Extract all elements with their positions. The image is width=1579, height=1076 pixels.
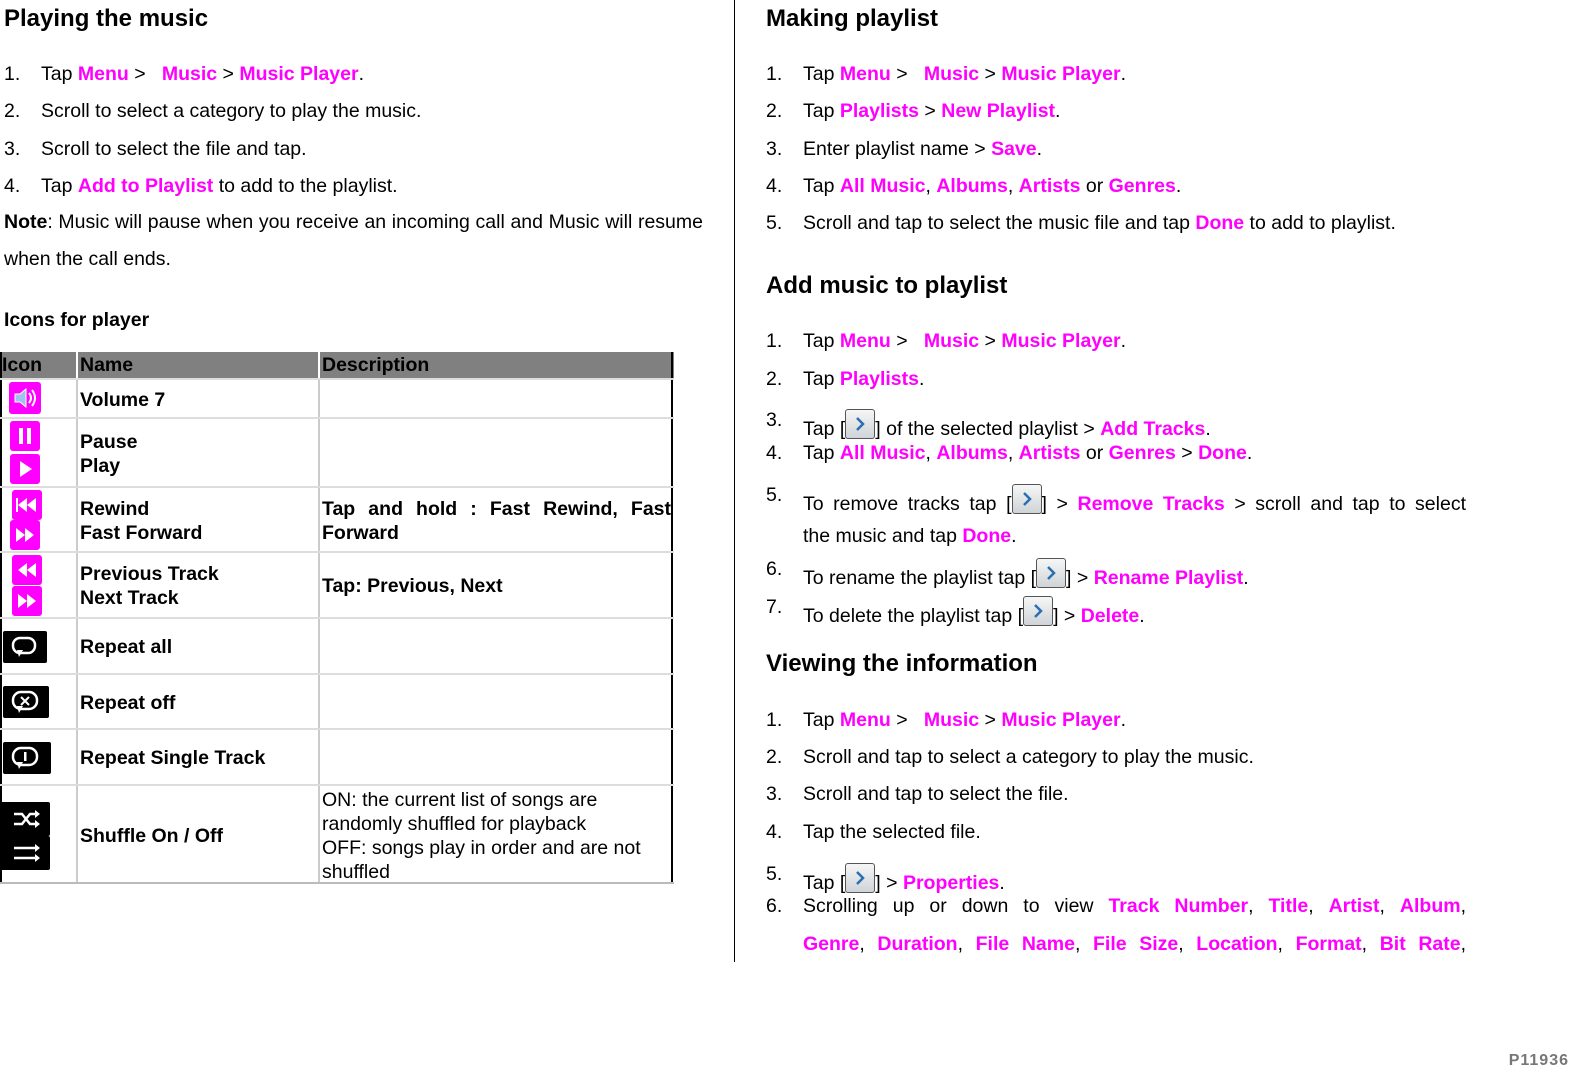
playing-music-title: Playing the music <box>4 5 209 32</box>
icons-heading: Icons for player <box>4 309 150 331</box>
shuffle-on-icon <box>0 802 50 836</box>
table-vline <box>76 378 78 884</box>
header-name: Name <box>78 352 318 378</box>
next-track-icon <box>12 586 42 616</box>
row-name: Rewind Fast Forward <box>80 498 203 544</box>
options-button-icon[interactable] <box>845 863 875 893</box>
pause-icon <box>10 421 40 451</box>
shuffle-off-icon <box>0 836 50 870</box>
viewing-info-title: Viewing the information <box>766 650 1038 677</box>
making-playlist-title: Making playlist <box>766 5 939 32</box>
row-description: ON: the current list of songs are randomly shuffled for playback OFF: songs play in order and are not shuffled <box>322 789 641 883</box>
repeat-off-icon <box>3 686 49 718</box>
add-music-title: Add music to playlist <box>766 272 1008 299</box>
row-name: Shuffle On / Off <box>80 825 223 847</box>
row-description: Tap and hold : Fast Rewind, Fast Forward <box>322 498 671 544</box>
table-vline <box>318 378 320 884</box>
row-line <box>0 417 674 419</box>
options-button-icon[interactable] <box>845 409 875 439</box>
note-paragraph: Note: Music will pause when you receive an incoming call and Music will resume when the call ends. <box>4 211 703 270</box>
header-icon: Icon <box>0 352 76 378</box>
fast-forward-icon <box>10 520 40 550</box>
row-line <box>0 728 674 730</box>
row-line <box>0 486 674 488</box>
row-name: Volume 7 <box>80 389 166 411</box>
row-name: Repeat Single Track <box>80 747 266 769</box>
row-name: Repeat all <box>80 636 173 658</box>
repeat-all-icon <box>3 631 47 663</box>
row-line <box>0 673 674 675</box>
repeat-single-icon <box>3 742 51 774</box>
page-number: P11936 <box>1508 1052 1569 1069</box>
row-line <box>0 551 674 553</box>
previous-track-icon <box>12 555 42 585</box>
row-line <box>0 784 674 786</box>
row-name: Repeat off <box>80 692 176 714</box>
player-icons-table <box>0 352 674 884</box>
row-name: Previous Track Next Track <box>80 563 219 609</box>
row-name: Pause Play <box>80 431 138 477</box>
rewind-icon <box>12 490 42 520</box>
column-divider <box>734 0 735 962</box>
row-line <box>0 617 674 619</box>
row-line <box>0 378 674 380</box>
options-button-icon[interactable] <box>1012 484 1042 514</box>
play-icon <box>10 454 40 484</box>
options-button-icon[interactable] <box>1023 596 1053 626</box>
volume-icon <box>9 382 41 414</box>
header-description: Description <box>320 352 674 378</box>
row-description: Tap: Previous, Next <box>322 575 503 597</box>
options-button-icon[interactable] <box>1036 558 1066 588</box>
